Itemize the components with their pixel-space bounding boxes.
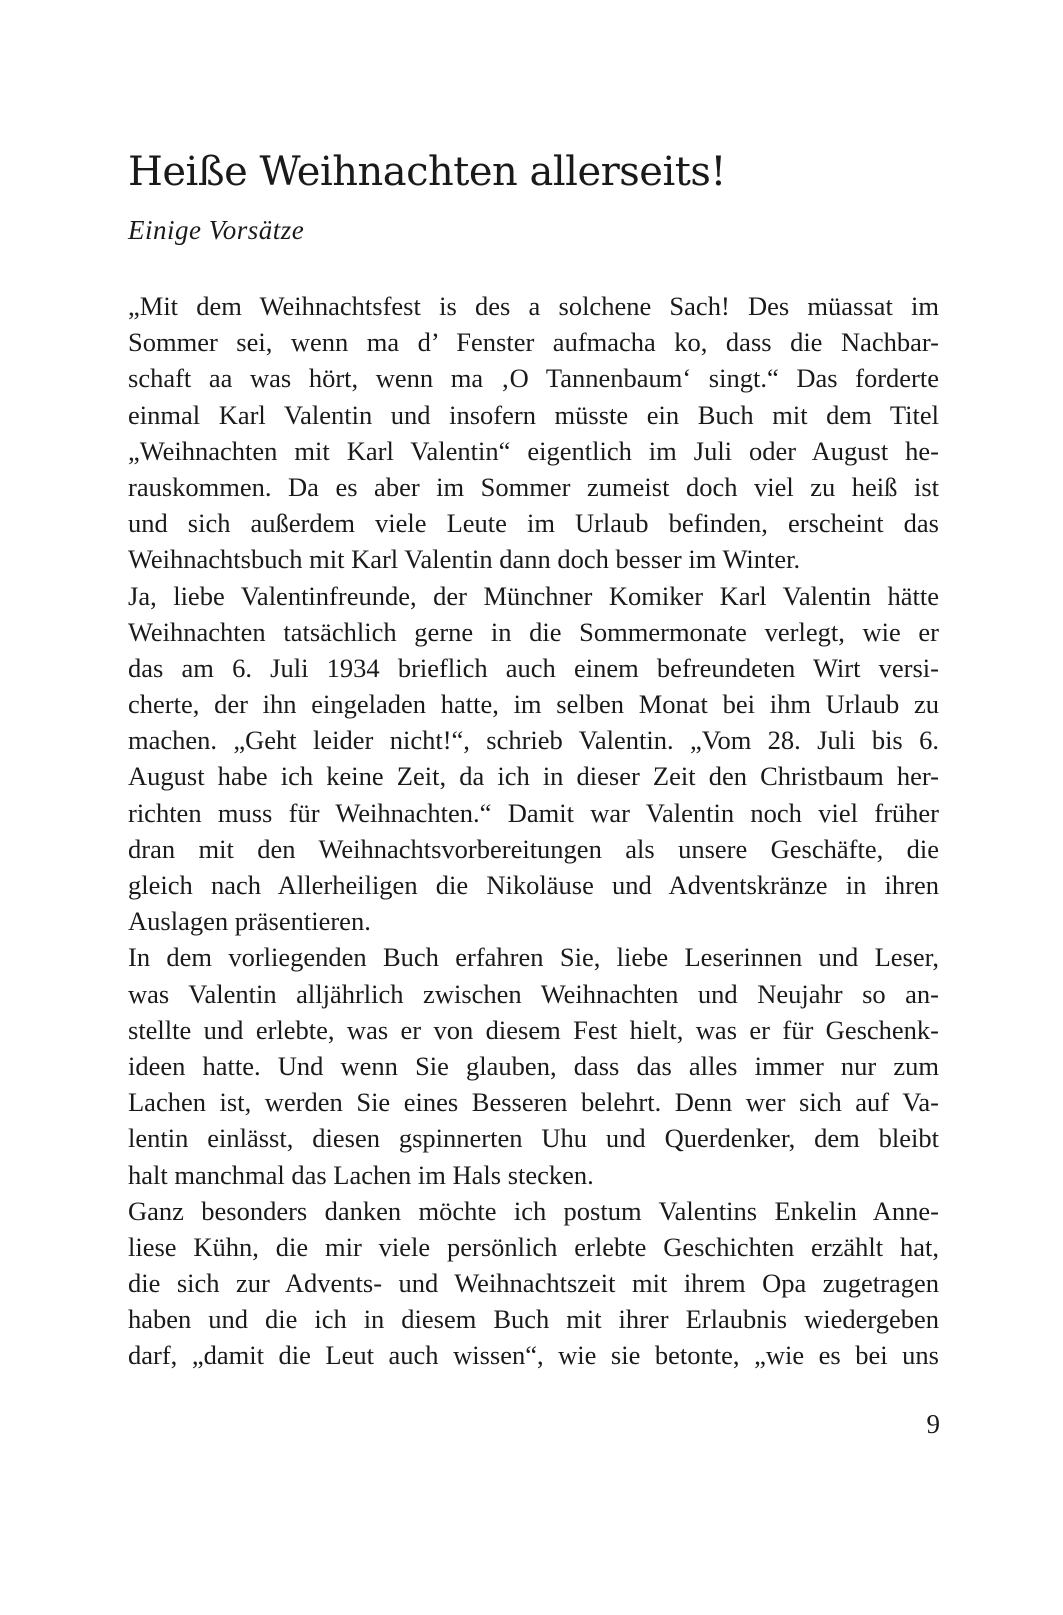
text-line: schaft aa was hört, wenn ma ‚O Tannenbaum‘ singt.“ Das forderte	[128, 363, 939, 394]
text-line: August habe ich keine Zeit, da ich in dieser Zeit den Christbaum her-	[128, 761, 939, 792]
text-line: und sich außerdem viele Leute im Urlaub befinden, erscheint das	[128, 508, 939, 539]
text-line: das am 6. Juli 1934 brieflich auch einem befreundeten Wirt versi-	[128, 652, 939, 683]
text-line: gleich nach Allerheiligen die Nikoläuse und Adventskränze in ihren	[128, 870, 939, 900]
text-line: die sich zur Advents- und Weihnachtszeit mit ihrem Opa zugetragen	[128, 1268, 939, 1299]
text-line: cherte, der ihn eingeladen hatte, im selben Monat bei ihm Urlaub zu	[128, 689, 939, 720]
text-line: ideen hatte. Und wenn Sie glauben, dass das alles immer nur zum	[128, 1050, 939, 1081]
body-text	[128, 288, 939, 1374]
page-number: 9	[926, 1409, 940, 1439]
text-line: machen. „Geht leider nicht!“, schrieb Valentin. „Vom 28. Juli bis 6.	[128, 725, 939, 756]
text-line: Auslagen präsentieren.	[128, 906, 371, 937]
text-line: dran mit den Weihnachtsvorbereitungen als unsere Geschäfte, die	[128, 833, 939, 864]
text-line: Ganz besonders danken möchte ich postum Valentins Enkelin Anne-	[128, 1195, 939, 1226]
text-line: haben und die ich in diesem Buch mit ihrer Erlaubnis wiedergeben	[128, 1304, 939, 1335]
text-line: In dem vorliegenden Buch erfahren Sie, liebe Leserinnen und Leser,	[128, 942, 939, 973]
text-line: liese Kühn, die mir viele persönlich erlebte Geschichten erzählt hat,	[128, 1231, 939, 1262]
chapter-title: Heiße Weihnachten allerseits!	[128, 149, 726, 195]
text-line: „Mit dem Weihnachtsfest is des a solchene Sach! Des müassat im	[128, 291, 939, 321]
text-line: Sommer sei, wenn ma d’ Fenster aufmacha ko, dass die Nachbar-	[128, 327, 939, 358]
text-line: darf, „damit die Leut auch wissen“, wie sie betonte, „wie es bei uns	[128, 1340, 939, 1371]
text-line: Weihnachtsbuch mit Karl Valentin dann doch besser im Winter.	[128, 544, 801, 575]
text-line: lentin einlässt, diesen gspinnerten Uhu und Querdenker, dem bleibt	[128, 1123, 939, 1154]
text-line: einmal Karl Valentin und insofern müsste ein Buch mit dem Titel	[128, 399, 939, 430]
text-line: Ja, liebe Valentinfreunde, der Münchner Komiker Karl Valentin hätte	[128, 580, 939, 611]
text-line: stellte und erlebte, was er von diesem Fest hielt, was er für Geschenk-	[128, 1014, 939, 1045]
text-line: Weihnachten tatsächlich gerne in die Sommermonate verlegt, wie er	[128, 616, 939, 647]
text-line: halt manchmal das Lachen im Hals stecken.	[128, 1159, 594, 1190]
text-line: rauskommen. Da es aber im Sommer zumeist doch viel zu heiß ist	[128, 471, 939, 502]
text-line: Lachen ist, werden Sie eines Besseren belehrt. Denn wer sich auf Va-	[128, 1087, 939, 1118]
chapter-subtitle: Einige Vorsätze	[128, 215, 305, 245]
text-line: richten muss für Weihnachten.“ Damit war Valentin noch viel früher	[128, 797, 939, 828]
text-line: was Valentin alljährlich zwischen Weihnachten und Neujahr so an-	[128, 978, 939, 1009]
text-line: „Weihnachten mit Karl Valentin“ eigentlich im Juli oder August he-	[128, 435, 939, 466]
